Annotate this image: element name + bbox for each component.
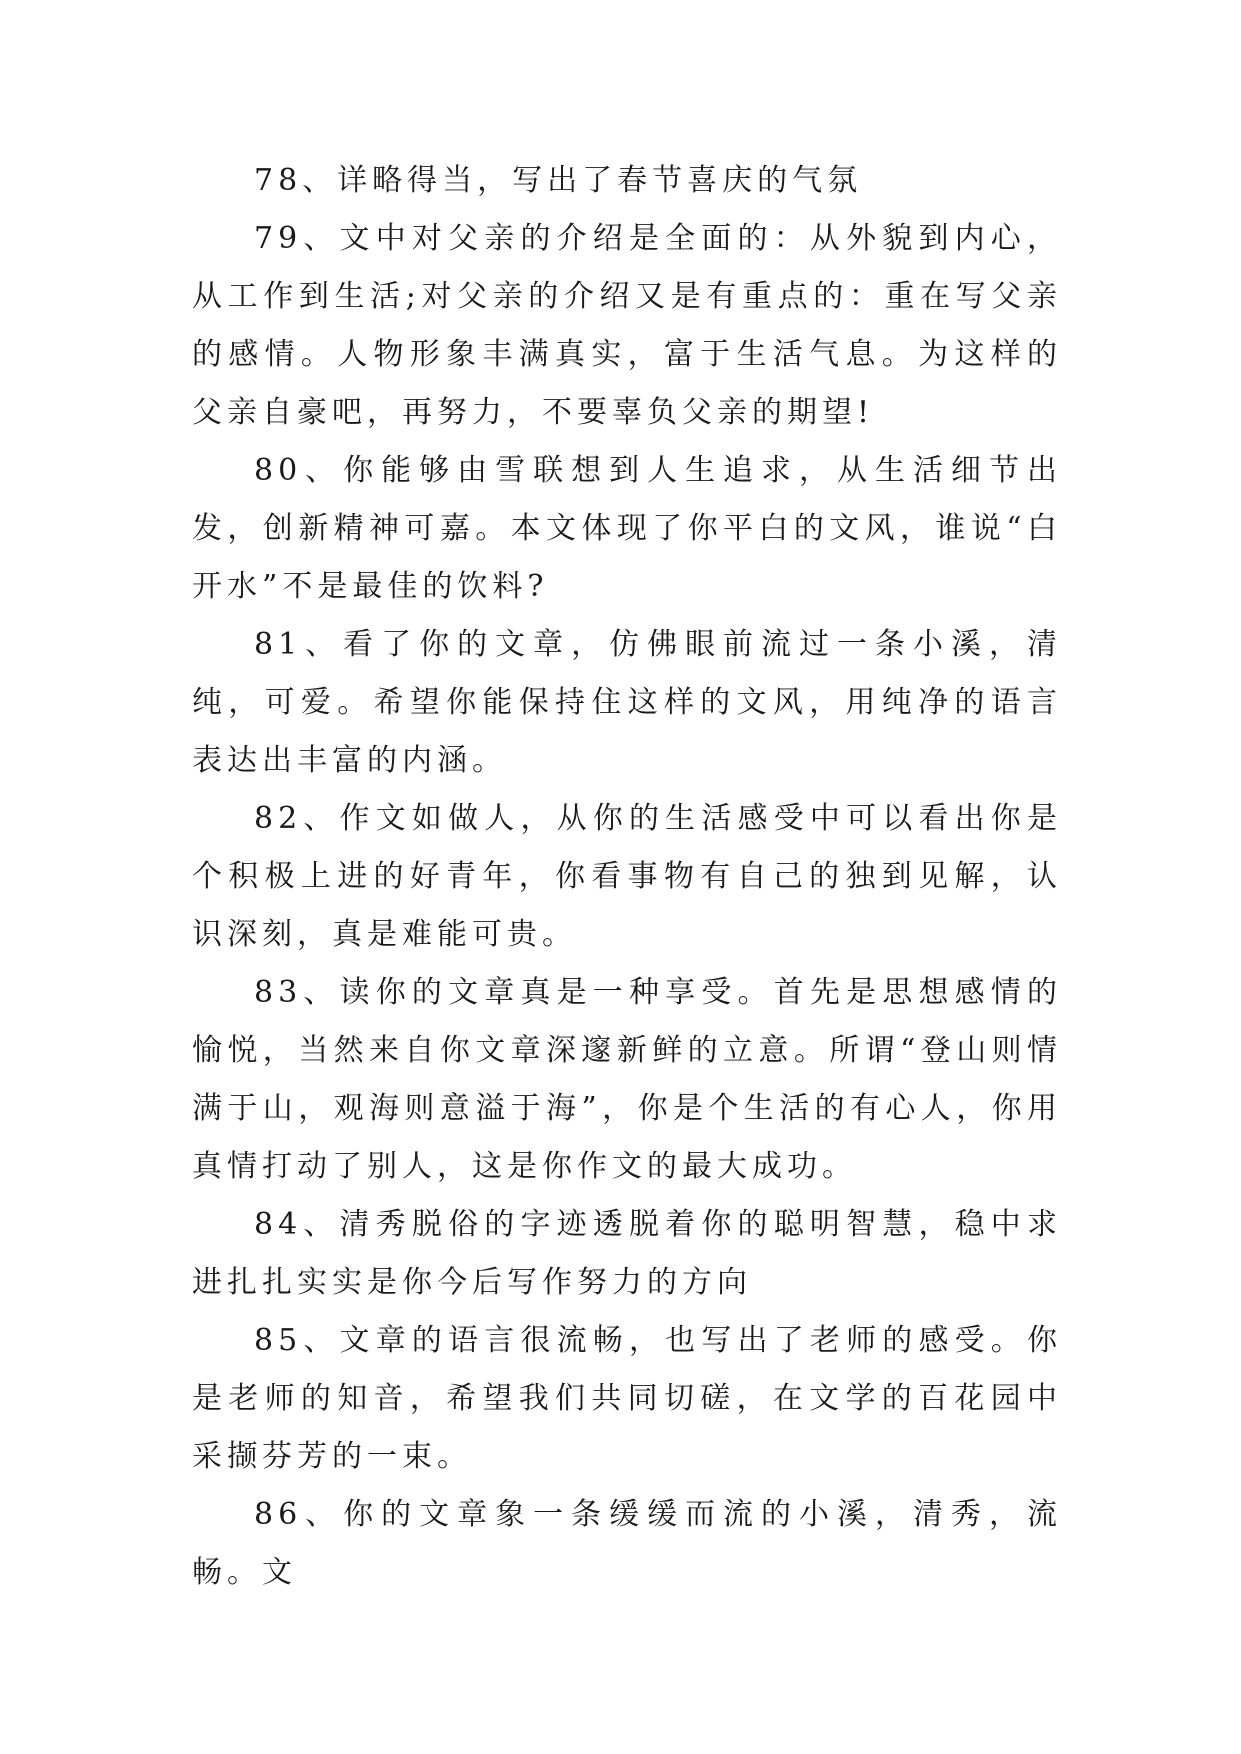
paragraph: 83、读你的文章真是一种享受。首先是思想感情的愉悦，当然来自你文章深邃新鲜的立意。所谓“登山则情满于山，观海则意溢于海”，你是个生活的有心人，你用真情打动了别人，这是你作文的最大成功。 <box>192 975 1062 1184</box>
paragraph: 86、你的文章象一条缓缓而流的小溪，清秀，流畅。文 <box>192 1497 1062 1590</box>
paragraph: 85、文章的语言很流畅，也写出了老师的感受。你是老师的知音，希望我们共同切磋，在文学的百花园中采撷芬芳的一束。 <box>192 1323 1062 1474</box>
paragraph: 80、你能够由雪联想到人生追求，从生活细节出发，创新精神可嘉。本文体现了你平白的文风，谁说“白开水”不是最佳的饮料? <box>192 453 1062 604</box>
paragraph: 78、详略得当，写出了春节喜庆的气氛 <box>254 163 863 198</box>
paragraph: 82、作文如做人，从你的生活感受中可以看出你是个积极上进的好青年，你看事物有自己的独到见解，认识深刻，真是难能可贵。 <box>192 801 1062 952</box>
document-body <box>192 152 1062 1602</box>
paragraph: 81、看了你的文章，仿佛眼前流过一条小溪，清纯，可爱。希望你能保持住这样的文风，用纯净的语言表达出丰富的内涵。 <box>192 627 1062 778</box>
paragraph: 84、清秀脱俗的字迹透脱着你的聪明智慧，稳中求进扎扎实实是你今后写作努力的方向 <box>192 1207 1062 1300</box>
paragraph: 79、文中对父亲的介绍是全面的：从外貌到内心，从工作到生活;对父亲的介绍又是有重点的：重在写父亲的感情。人物形象丰满真实，富于生活气息。为这样的父亲自豪吧，再努力，不要辜负父亲的期望! <box>192 221 1062 430</box>
